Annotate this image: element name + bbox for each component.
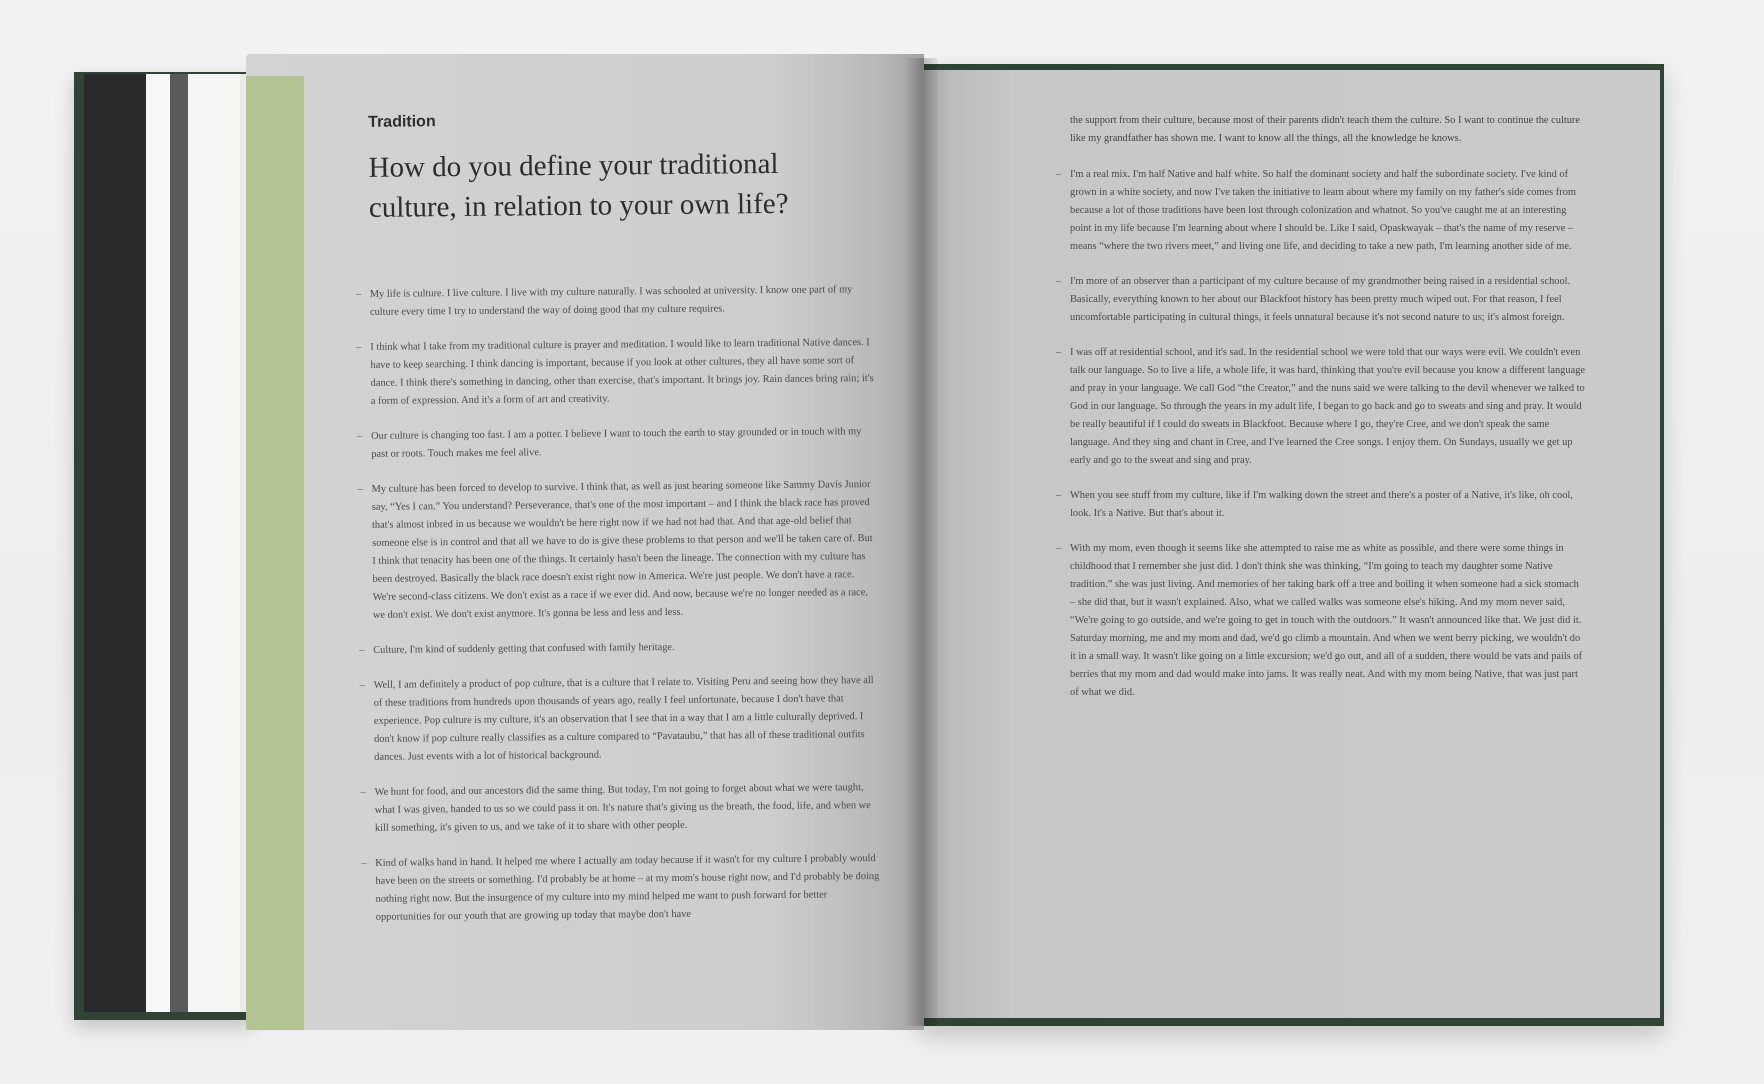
dash-bullet: – (1056, 169, 1062, 180)
dash-bullet: – (361, 857, 367, 869)
list-item (361, 850, 882, 927)
dash-bullet: – (1056, 276, 1062, 287)
page-headline: How do you define your traditional culture, in relation to your own life? (368, 147, 789, 224)
list-item (1056, 487, 1586, 523)
dash-bullet: – (356, 341, 362, 353)
right-answers-list (1056, 166, 1586, 702)
answer-text: I'm more of an observer than a participant of my culture because of my grandmother being raised in a residential school. Basically, everything known to her about our Blackfoot history has been pretty much wiped out. For that reason, I feel uncomfortable participating in cultural things, it feels unnatural because it's not second nature to us; it's almost foreign. (1070, 276, 1571, 323)
section-label: Tradition (368, 113, 436, 131)
list-item (356, 334, 877, 411)
book-gutter-shadow (904, 58, 938, 1026)
list-item (359, 672, 880, 767)
answer-text: With my mom, even though it seems like she attempted to raise me as white as possible, and there were some things in childhood that I remember she just did. I don't think she was thinking, “I'm going to teach my daughter some Native tradition.” she was just living. And memories of her taking bark off a tree and boiling it when someone had a sick stomach – she did that, but it wasn't explained. Also, what we called walks was someone else's hiking. And my mom never said, “We're going to go outside, and we're going to get in touch with the outdoors.” It wasn't announced like that. We just did it. Saturday morning, me and my mom and dad, we'd go climb a mountain. And when we went berry picking, we wouldn't do it in a small way. It wasn't like going on a little excursion; we'd go out, and all of a sudden, there would be vats and pails of berries that my mom and dad would make into jams. It was really neat. And with my mom being Native, that was just part of what we did. (1070, 543, 1583, 698)
flyleaf-white-2 (188, 74, 244, 1012)
list-item (357, 423, 877, 464)
dash-bullet: – (357, 483, 363, 495)
list-item (1056, 344, 1586, 470)
list-item (1056, 273, 1586, 327)
dash-bullet: – (1056, 347, 1062, 358)
answer-text: Kind of walks hand in hand. It helped me where I actually am today because if it wasn't for my culture I probably would have been on the streets or something. I'd probably be at home – at my mom's house right now, and I'd probably be doing nothing right now. But the insurgence of my culture into my mind helped me want to push forward for better opportunities for our youth that are growing up today that maybe don't have (375, 853, 880, 923)
answer-text: We hunt for food, and our ancestors did the same thing. But today, I'm not going to forget about what we were taught, what I was given, handed to us so we could pass it on. It's nature that's giving us the breath, the food, life, and when we kill something, it's given to us, and we take of it to share with other people. (374, 782, 871, 834)
answer-text: I was off at residential school, and it's sad. In the residential school we were told that our ways were evil. We couldn't even talk our language. So to live a life, a whole life, it was hard, thinking that you're evil because you know a different language and pray in your language. We call God “the Creator,” and the nuns said we were talking to the devil whenever we talked to God in our language. So through the years in my adult life, I began to go back and go to sweats and sing and pray. It would be really beautiful if I could do sweats in Blackfoot. Because where I go, they're Cree, and we don't speak the same language. And they sing and chant in Cree, and I've learned the Cree songs. I enjoy them. On Sundays, usually we get up early and go to the sweat and sing and pray. (1070, 347, 1585, 466)
flyleaf-dark (84, 74, 150, 1012)
list-item (360, 779, 880, 838)
answer-text: Well, I am definitely a product of pop culture, that is a culture that I relate to. Visiting Peru and seeing how they have all of these traditions from hundreds upon thousands of years ago, really I feel unfortunate, because I don't have that experience. Pop culture is my culture, it's an observation that I see that in a way that I am a little culturally deprived. I don't know if pop culture really classifies as a culture compared to “Pavataubu,” that has all of these traditional outfits dances. Just events with a lot of historical background. (373, 675, 874, 763)
dash-bullet: – (357, 430, 363, 442)
answer-text: When you see stuff from my culture, like if I'm walking down the street and there's a poster of a Native, it's like, oh cool, look. It's a Native. But that's about it. (1070, 490, 1573, 519)
answer-text: I'm a real mix. I'm half Native and half white. So half the dominant society and half the subordinate society. I've kind of grown in a white society, and now I've taken the initiative to learn about where my family on my father's side comes from because a lot of those traditions have been lost through colonization and whatnot. So you've caught me at an interesting point in my life because I'm learning about where I should be. Like I said, Opaskwayak – that's the name of my reserve – means “where the two rivers meet,” and living one life, and deciding to take a new path, I'm learning another side of me. (1070, 169, 1577, 252)
dash-bullet: – (359, 679, 365, 691)
answer-text: My culture has been forced to develop to survive. I think that, as well as just hearing someone like Sammy Davis Junior say, “Yes I can.” You understand? Perseverance, that's one of the most important – and I think the black race has proved that's almost inbred in us because we wouldn't be here right now if we had not had that. And that age-old belief that someone else is in control and that all we have to do is give these problems to that person and we'll be taken care of. But I think that tenacity has been one of the things. It certainly hasn't been the lineage. The connection with my culture has been destroyed. Basically the black race doesn't exist right now in America. We're just people. We don't have a race. We're second-class citizens. We don't exist as a race if we ever did. And now, because we're no longer needed as a race, we don't exist. We don't exist anymore. It's gonna be less and less and less. (371, 479, 873, 621)
list-item (358, 476, 879, 625)
dash-bullet: – (1056, 543, 1062, 554)
answer-text: My life is culture. I live culture. I live with my culture naturally. I was schooled at university. I know one part of my culture every time I try to understand the way of doing good that my culture requires. (369, 284, 853, 318)
dash-bullet: – (360, 786, 366, 798)
answer-text: Culture, I'm kind of suddenly getting that confused with family heritage. (373, 641, 675, 656)
answer-text: I think what I take from my traditional culture is prayer and meditation. I would like to learn traditional Native dances. I have to keep searching. I think dancing is important, because if you look at other cultures, they all have some sort of dance. I think there's something in dancing, other than exercise, that's important. It brings joy. Rain dances bring rain; it's a form of expression. And it's a form of art and creativity. (370, 337, 874, 407)
continued-answer: the support from their culture, because most of their parents didn't teach them the culture. So I want to continue the culture like my grandfather has shown me. I want to know all the things, all the knowledge he knows. (1070, 115, 1580, 144)
dash-bullet: – (355, 288, 362, 300)
left-page-content (354, 103, 882, 944)
flyleaf-grey (170, 74, 188, 1012)
list-item (356, 281, 876, 322)
green-band (246, 76, 304, 1030)
right-page-content (1056, 112, 1586, 719)
list-item (1056, 540, 1586, 702)
left-answers-list (356, 281, 882, 927)
answer-text: Our culture is changing too fast. I am a potter. I believe I want to touch the earth to stay grounded or in touch with my past or roots. Touch makes me feel alive. (371, 426, 862, 460)
list-item (1056, 166, 1586, 256)
dash-bullet: – (1056, 490, 1062, 501)
dash-bullet: – (359, 644, 365, 656)
list-item (359, 637, 879, 660)
